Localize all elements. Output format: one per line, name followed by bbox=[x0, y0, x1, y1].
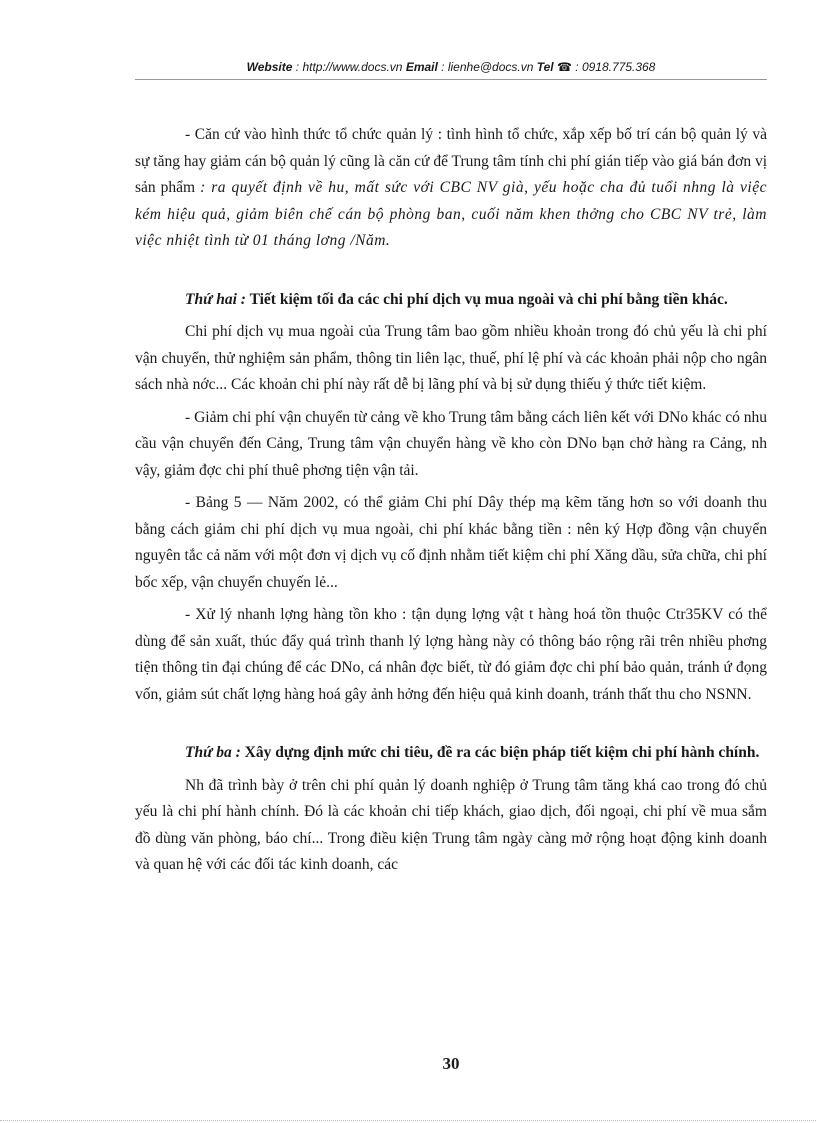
paragraph-outsourced-costs: Chi phí dịch vụ mua ngoài của Trung tâm bao gồm nhiều khoản trong đó chủ yếu là chi phí vận chuyển, thử nghiệm sản phẩm, thông tin liên lạc, thuế, phí lệ phí và các khoản phải nộp cho ngân sách nhà nớc... Các khoản chi phí này rất dễ bị lãng phí và bị sử dụng thiếu ý thức tiết kiệm. bbox=[135, 323, 767, 393]
document-body bbox=[135, 122, 767, 879]
tel-label: Tel bbox=[536, 60, 554, 74]
paragraph-table5: - Bảng 5 — Năm 2002, có thể giảm Chi phí Dây thép mạ kẽm tăng hơn so với doanh thu bằng cách giảm chi phí dịch vụ mua ngoài, chi phí khác bằng tiền : nên ký Hợp đồng vận chuyển nguyên tắc cả năm với một đơn vị dịch vụ cố định nhằm tiết kiệm chi phí Xăng dầu, sửa chữa, chi phí bốc xếp, vận chuyển chuyến lẻ... bbox=[135, 494, 767, 591]
header-divider bbox=[135, 79, 767, 80]
heading-text: Xây dựng định mức chi tiêu, đề ra các biện pháp tiết kiệm chi phí hành chính. bbox=[240, 744, 760, 761]
website-label: Website bbox=[246, 60, 293, 74]
paragraph-inventory: - Xử lý nhanh lợng hàng tồn kho : tận dụng lợng vật t hàng hoá tồn thuộc Ctr35KV có thể dùng để sản xuất, thúc đẩy quá trình thanh lý lợng hàng này có thông báo rộng rãi trên nhiều phơng tiện thông tin đại chúng để các DNo, cá nhân đợc biết, từ đó giảm đợc chi phí bảo quản, tránh ứ đọng vốn, giảm sút chất lợng hàng hoá gây ảnh hởng đến hiệu quả kinh doanh, tránh thất thu cho NSNN. bbox=[135, 606, 767, 703]
section-heading-third bbox=[135, 740, 767, 767]
tel-value: ☎ : 0918.775.368 bbox=[553, 60, 656, 74]
paragraph-text: - Căn cứ vào hình thức tổ chức quản lý : tình hình tổ chức, xắp xếp bố trí cán bộ quản lý và sự tăng hay giảm cán bộ quản lý cũng là căn cứ để Trung tâm tính chi phí gián tiếp vào giá bán đơn vị sản phẩm bbox=[135, 126, 767, 196]
heading-lead: Thứ ba : bbox=[185, 744, 241, 761]
email-value: : lienhe@docs.vn bbox=[437, 60, 537, 74]
paragraph-italic-text: : ra quyết định về hu, mất sức với CBC NV già, yếu hoặc cha đủ tuổi nhng là việc kém hiệu quả, giảm biên chế cán bộ phòng ban, cuối năm khen thởng cho CBC NV trẻ, làm việc nhiệt tình từ 01 tháng lơng /Năm. bbox=[135, 179, 767, 249]
page-header bbox=[135, 60, 767, 74]
paragraph-management-basis bbox=[135, 122, 767, 255]
heading-lead: Thứ hai : bbox=[185, 290, 246, 308]
footer-dotted-line bbox=[0, 1120, 816, 1121]
heading-text: Tiết kiệm tối đa các chi phí dịch vụ mua ngoài và chi phí bằng tiền khác. bbox=[245, 290, 728, 308]
page-number: 30 bbox=[442, 1054, 460, 1073]
section-heading-second bbox=[135, 287, 767, 314]
website-value: : http://www.docs.vn bbox=[292, 60, 406, 74]
email-label: Email bbox=[405, 60, 438, 74]
paragraph-transport-costs: - Giảm chi phí vận chuyển từ cảng về kho Trung tâm bằng cách liên kết với DNo khác có nhu cầu vận chuyển đến Cảng, Trung tâm vận chuyển hàng về kho còn DNo bạn chở hàng ra Cảng, nh vậy, giảm đợc chi phí thuê phơng tiện vận tải. bbox=[135, 408, 767, 479]
paragraph-admin-costs: Nh đã trình bày ở trên chi phí quản lý doanh nghiệp ở Trung tâm tăng khá cao trong đó chủ yếu là chi phí hành chính. Đó là các khoản chi tiếp khách, giao dịch, đối ngoại, chi phí về mua sắm đồ dùng văn phòng, báo chí... Trong điều kiện Trung tâm ngày càng mở rộng hoạt động kinh doanh và quan hệ với các đối tác kinh doanh, các bbox=[135, 776, 767, 873]
